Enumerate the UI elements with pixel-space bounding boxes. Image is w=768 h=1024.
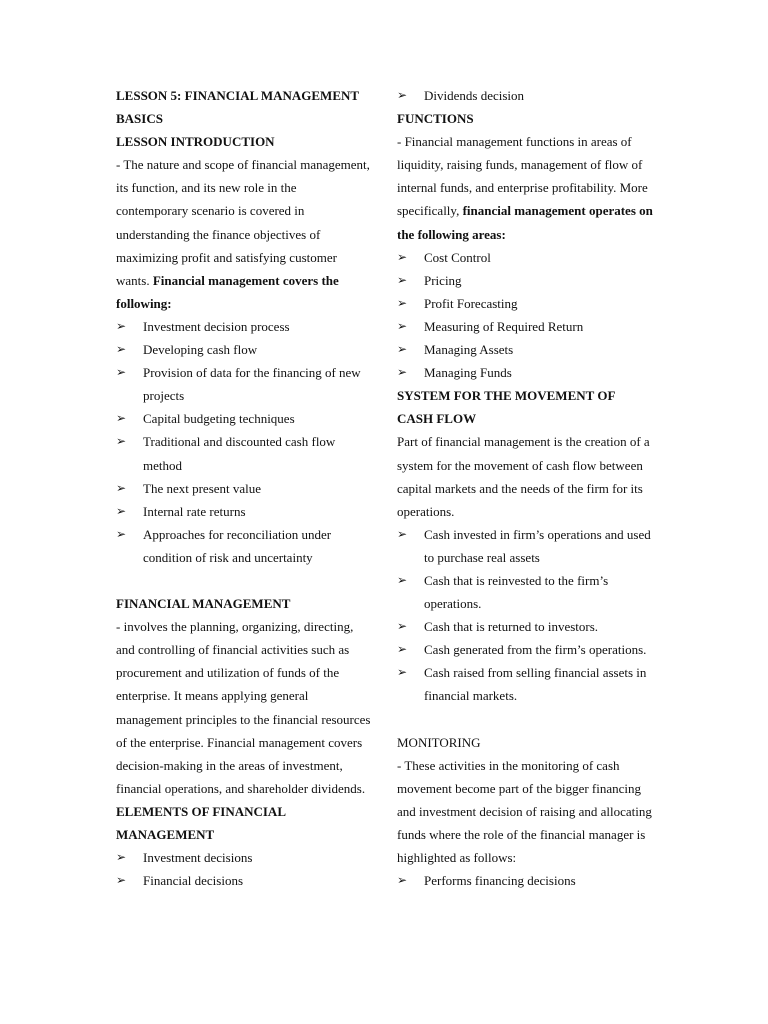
list-item (116, 430, 371, 476)
list-item (116, 523, 371, 569)
arrow-bullet-icon: ➢ (397, 342, 408, 357)
functions-bold-text: financial management operates on the following areas: (397, 203, 653, 242)
system-list (397, 523, 653, 708)
list-item-text: The next present value (143, 480, 262, 496)
arrow-bullet-icon: ➢ (397, 572, 408, 587)
arrow-bullet-icon: ➢ (116, 318, 127, 333)
list-item (116, 500, 371, 523)
list-item-text: Profit Forecasting (424, 295, 518, 311)
list-item-text: Cost Control (424, 249, 491, 265)
list-item (397, 269, 653, 292)
list-item (397, 361, 653, 384)
arrow-bullet-icon: ➢ (397, 873, 408, 888)
intro-bold-text: Financial management covers the following: (116, 272, 339, 311)
functions-list (397, 246, 653, 385)
list-item (397, 523, 653, 569)
fm-paragraph: - involves the planning, organizing, directing, and controlling of financial activities such as procurement and utilization of funds of the enterprise. It means applying general management principles to the financial resources of the enterprise. Financial management covers decision-making in the areas of investment, financial operations, and shareholder dividends. (116, 619, 371, 796)
arrow-bullet-icon: ➢ (397, 365, 408, 380)
list-item (397, 869, 653, 892)
elements-list-continued (397, 84, 653, 107)
list-item (116, 477, 371, 500)
arrow-bullet-icon: ➢ (116, 342, 127, 357)
list-item (116, 338, 371, 361)
arrow-bullet-icon: ➢ (397, 642, 408, 657)
list-item-text: Cash raised from selling financial assets in financial markets. (424, 665, 647, 704)
list-item-text: Internal rate returns (143, 503, 246, 519)
list-item-text: Managing Assets (424, 342, 514, 358)
list-item-text: Managing Funds (424, 365, 512, 381)
arrow-bullet-icon: ➢ (116, 526, 127, 541)
list-item (116, 361, 371, 407)
list-item-text: Cash that is returned to investors. (424, 619, 599, 635)
list-item-text: Dividends decision (424, 88, 525, 103)
list-item (397, 338, 653, 361)
list-item (397, 315, 653, 338)
arrow-bullet-icon: ➢ (116, 480, 127, 495)
list-item-text: Investment decisions (143, 850, 253, 866)
list-item-text: Performs financing decisions (424, 873, 576, 889)
list-item-text: Cash that is reinvested to the firm’s operations. (424, 572, 609, 612)
list-item (116, 407, 371, 430)
list-item-text: Developing cash flow (143, 342, 258, 358)
arrow-bullet-icon: ➢ (116, 850, 127, 865)
arrow-bullet-icon: ➢ (397, 272, 408, 287)
arrow-bullet-icon: ➢ (397, 318, 408, 333)
list-item-text: Traditional and discounted cash flow method (143, 434, 336, 473)
lesson-title: LESSON 5: FINANCIAL MANAGEMENT BASICS (116, 88, 359, 127)
left-column (116, 84, 371, 892)
arrow-bullet-icon: ➢ (116, 365, 127, 380)
monitoring-heading: MONITORING (397, 734, 481, 750)
list-item-text: Investment decision process (143, 318, 290, 334)
arrow-bullet-icon: ➢ (397, 619, 408, 634)
covers-list (116, 315, 371, 569)
functions-text: - Financial management functions in areas of liquidity, raising funds, management of flow of internal funds, and enterprise profitability. More specifically, (397, 134, 648, 219)
functions-paragraph (397, 130, 653, 245)
list-item-text: Provision of data for the financing of new projects (143, 365, 361, 404)
right-column (397, 84, 653, 892)
arrow-bullet-icon: ➢ (397, 88, 408, 102)
list-item (397, 638, 653, 661)
arrow-bullet-icon: ➢ (116, 503, 127, 518)
monitoring-paragraph: - These activities in the monitoring of cash movement become part of the bigger financing and investment decision of raising and allocating funds where the role of the financial manager is highlighted as follows: (397, 757, 652, 866)
elements-heading: ELEMENTS OF FINANCIAL MANAGEMENT (116, 803, 286, 842)
monitoring-list (397, 869, 653, 892)
list-item-text: Cash generated from the firm’s operations. (424, 642, 647, 658)
list-item (397, 246, 653, 269)
elements-list (116, 846, 371, 892)
system-heading: SYSTEM FOR THE MOVEMENT OF CASH FLOW (397, 388, 615, 427)
list-item-text: Cash invested in firm’s operations and used to purchase real assets (424, 526, 651, 565)
arrow-bullet-icon: ➢ (116, 873, 127, 888)
list-item (116, 846, 371, 869)
list-item-text: Financial decisions (143, 873, 244, 889)
list-item (397, 569, 653, 615)
arrow-bullet-icon: ➢ (397, 526, 408, 541)
intro-paragraph (116, 153, 371, 315)
list-item (116, 869, 371, 892)
system-paragraph: Part of financial management is the creation of a system for the movement of cash flow between capital markets and the needs of the firm for its operations. (397, 434, 650, 519)
functions-heading: FUNCTIONS (397, 111, 474, 127)
arrow-bullet-icon: ➢ (116, 434, 127, 449)
arrow-bullet-icon: ➢ (397, 665, 408, 680)
arrow-bullet-icon: ➢ (397, 249, 408, 264)
fm-heading: FINANCIAL MANAGEMENT (116, 596, 291, 612)
list-item-text: Approaches for reconciliation under condition of risk and uncertainty (143, 526, 332, 565)
list-item-text: Capital budgeting techniques (143, 411, 295, 427)
list-item (116, 315, 371, 338)
list-item-text: Pricing (424, 272, 462, 288)
list-item (397, 84, 653, 107)
list-item-text: Measuring of Required Return (424, 318, 584, 334)
intro-heading: LESSON INTRODUCTION (116, 134, 275, 150)
list-item (397, 661, 653, 707)
list-item (397, 292, 653, 315)
intro-text: - The nature and scope of financial management, its function, and its new role in the contemporary scenario is covered in understanding the finance objectives of maximizing profit and satisfying customer wants. (116, 157, 370, 288)
arrow-bullet-icon: ➢ (116, 411, 127, 426)
list-item (397, 615, 653, 638)
arrow-bullet-icon: ➢ (397, 295, 408, 310)
